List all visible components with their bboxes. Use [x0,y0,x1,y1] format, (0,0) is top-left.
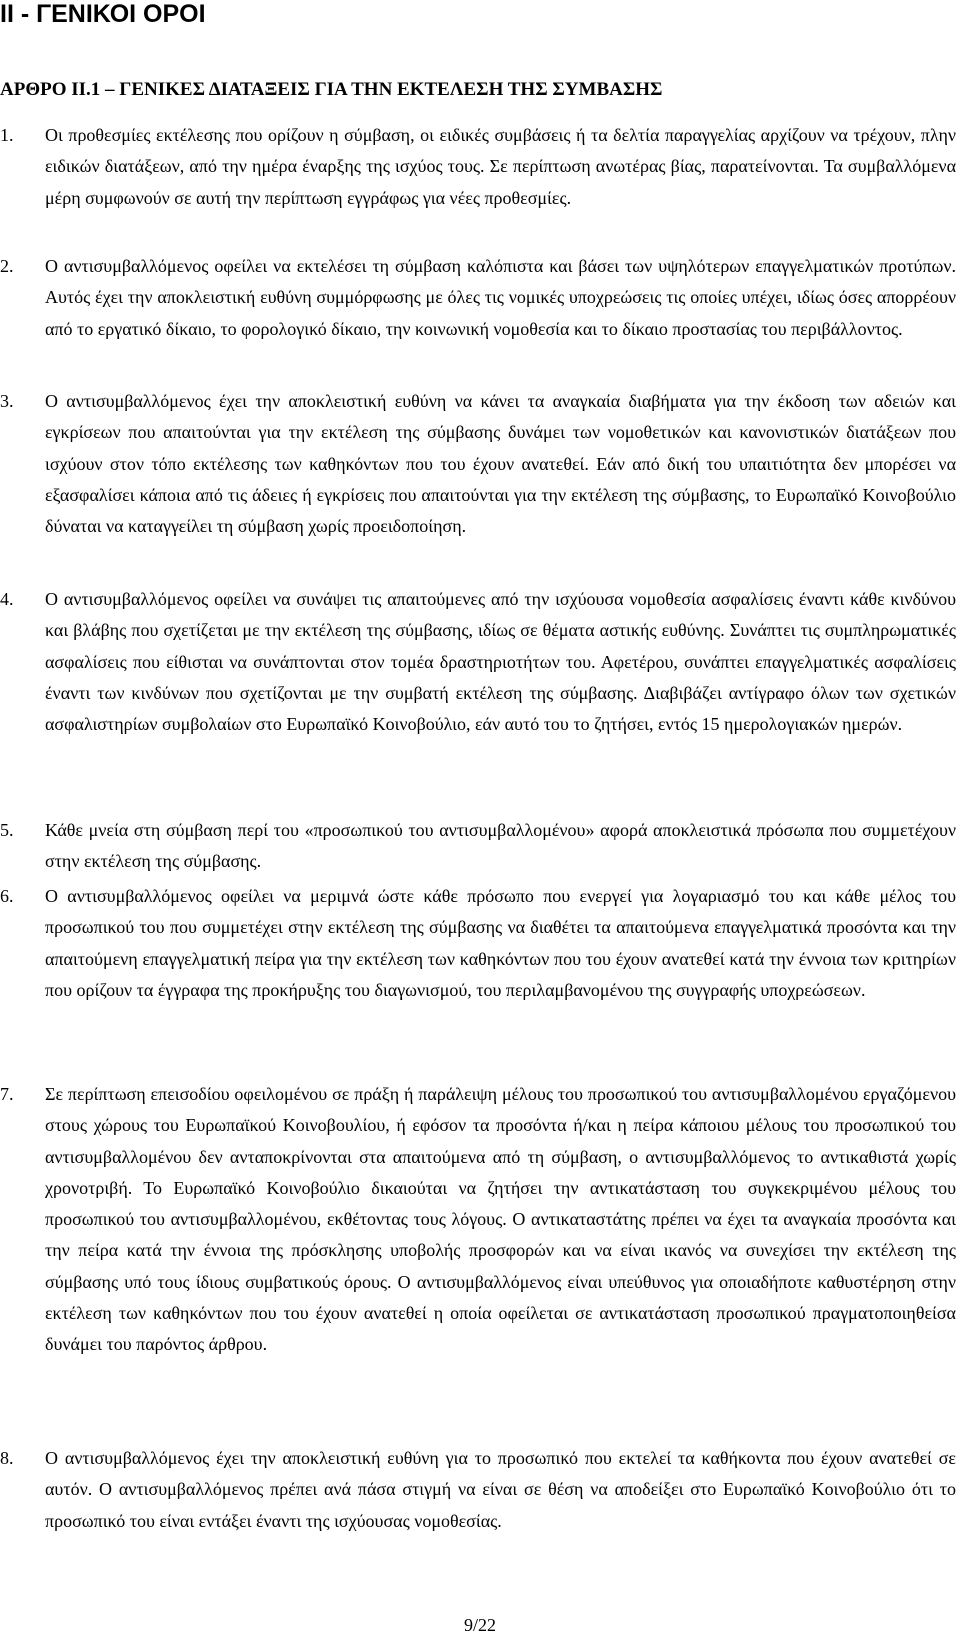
article-title: ΑΡΘΡΟ ΙΙ.1 – ΓΕΝΙΚΕΣ ΔΙΑΤΑΞΕΙΣ ΓΙΑ ΤΗΝ ΕΚΤΕΛΕΣΗ ΤΗΣ ΣΥΜΒΑΣΗΣ [0,79,663,100]
paragraph-text: Ο αντισυμβαλλόμενος έχει την αποκλειστική ευθύνη για το προσωπικό που εκτελεί τα καθήκοντα που έχουν ανατεθεί σε αυτόν. Ο αντισυμβαλλόμενος πρέπει ανά πάσα στιγμή να είναι σε θέση να αποδείξει στο Ευρωπαϊκό Κοινοβούλιο ότι το προσωπικό του είναι εντάξει έναντι της ισχύουσας νομοθεσίας. [45,1448,956,1531]
paragraph-number: 3. [0,391,14,411]
paragraph-7 [0,1079,960,1361]
paragraph-text: Ο αντισυμβαλλόμενος οφείλει να συνάψει τις απαιτούμενες από την ισχύουσα νομοθεσία ασφαλίσεις έναντι κάθε κινδύνου και βλάβης που σχετίζεται με την εκτέλεση της σύμβασης, ιδίως σε θέματα αστικής ευθύνης. Συνάπτει τις συμπληρωματικές ασφαλίσεις που είθισται να συνάπτονται στον τομέα δραστηριοτήτων του. Αφετέρου, συνάπτει επαγγελματικές ασφαλίσεις έναντι των κινδύνων που σχετίζονται με την συμβατή εκτέλεση της σύμβασης. Διαβιβάζει αντίγραφο όλων των σχετικών ασφαλιστηρίων συμβολαίων στο Ευρωπαϊκό Κοινοβούλιο, εάν αυτό του το ζητήσει, εντός 15 ημερολογιακών ημερών. [45,589,956,735]
paragraph-text: Ο αντισυμβαλλόμενος οφείλει να εκτελέσει τη σύμβαση καλόπιστα και βάσει των υψηλότερων επαγγελματικών προτύπων. Αυτός έχει την αποκλειστική ευθύνη συμμόρφωσης με όλες τις νομικές υποχρεώσεις τις οποίες υπέχει, ιδίως όσες απορρέουν από το εργατικό δίκαιο, το φορολογικό δίκαιο, την κοινωνική νομοθεσία και το δίκαιο προστασίας του περιβάλλοντος. [45,256,956,339]
paragraph-text: Ο αντισυμβαλλόμενος έχει την αποκλειστική ευθύνη να κάνει τα αναγκαία διαβήματα για την έκδοση των αδειών και εγκρίσεων που απαιτούνται για την εκτέλεση της σύμβασης δυνάμει των νομοθετικών και κανονιστικών διατάξεων που ισχύουν στον τόπο εκτέλεσης των καθηκόντων που του έχουν ανατεθεί. Εάν από δική του υπαιτιότητα δεν μπορέσει να εξασφαλίσει κάποια από τις άδειες ή εγκρίσεις που απαιτούνται για την εκτέλεση της σύμβασης, το Ευρωπαϊκό Κοινοβούλιο δύναται να καταγγείλει τη σύμβαση χωρίς προειδοποίηση. [45,391,956,537]
paragraph-number: 6. [0,886,14,906]
paragraph-text: Κάθε μνεία στη σύμβαση περί του «προσωπικού του αντισυμβαλλομένου» αφορά αποκλειστικά πρόσωπα που συμμετέχουν στην εκτέλεση της σύμβασης. [45,820,956,872]
paragraph-text: Σε περίπτωση επεισοδίου οφειλομένου σε πράξη ή παράλειψη μέλους του προσωπικού του αντισυμβαλλομένου εργαζόμενου στους χώρους του Ευρωπαϊκού Κοινοβουλίου, ή εφόσον τα προσόντα ή/και η πείρα κάποιου μέλους του προσωπικού του αντισυμβαλλομένου δεν ανταποκρίνονται στα απαιτούμενα από τη σύμβαση, ο αντισυμβαλλόμενος το αντικαθιστά χωρίς χρονοτριβή. Το Ευρωπαϊκό Κοινοβούλιο δικαιούται να ζητήσει την αντικατάσταση του συγκεκριμένου μέλους του προσωπικού του αντισυμβαλλομένου, εκθέτοντας τους λόγους. Ο αντικαταστάτης πρέπει να έχει τα αναγκαία προσόντα και την πείρα κατά την έννοια της πρόσκλησης υποβολής προσφορών και να είναι ικανός να συνεχίσει την εκτέλεση της σύμβασης υπό τους ίδιους συμβατικούς όρους. Ο αντισυμβαλλόμενος είναι υπεύθυνος για οποιαδήποτε καθυστέρηση στην εκτέλεση των καθηκόντων που του έχουν ανατεθεί η οποία οφείλεται σε αντικατάσταση προσωπικού πραγματοποιηθείσα δυνάμει του παρόντος άρθρου. [45,1084,956,1355]
paragraph-3 [0,386,960,542]
paragraph-number: 2. [0,256,14,276]
paragraph-5 [0,815,960,878]
page-number: 9/22 [463,1615,496,1635]
paragraph-1 [0,120,960,214]
paragraph-number: 5. [0,820,14,840]
paragraph-number: 8. [0,1448,14,1468]
paragraph-number: 7. [0,1084,14,1104]
paragraph-8 [0,1443,960,1537]
section-title: II - ΓΕΝΙΚΟΙ ΟΡΟΙ [0,0,206,28]
paragraph-text: Οι προθεσμίες εκτέλεσης που ορίζουν η σύμβαση, οι ειδικές συμβάσεις ή τα δελτία παραγγελίας αρχίζουν να τρέχουν, πλην ειδικών διατάξεων, από την ημέρα έναρξης της ισχύος τους. Σε περίπτωση ανωτέρας βίας, παρατείνονται. Τα συμβαλλόμενα μέρη συμφωνούν σε αυτή την περίπτωση εγγράφως για νέες προθεσμίες. [45,125,956,208]
paragraph-text: Ο αντισυμβαλλόμενος οφείλει να μεριμνά ώστε κάθε πρόσωπο που ενεργεί για λογαριασμό του και κάθε μέλος του προσωπικού του που συμμετέχει στην εκτέλεση της σύμβασης να διαθέτει τα απαιτούμενα επαγγελματικά προσόντα και την απαιτούμενη επαγγελματική πείρα για την εκτέλεση των καθηκόντων που του έχουν ανατεθεί κατά την έννοια των κριτηρίων που ορίζουν τα έγγραφα της προκήρυξης του διαγωνισμού, του περιλαμβανομένου της συγγραφής υποχρεώσεων. [45,886,956,1000]
paragraph-number: 1. [0,125,14,145]
paragraph-6 [0,881,960,1006]
paragraph-2 [0,251,960,345]
paragraph-4 [0,584,960,740]
paragraph-number: 4. [0,589,14,609]
